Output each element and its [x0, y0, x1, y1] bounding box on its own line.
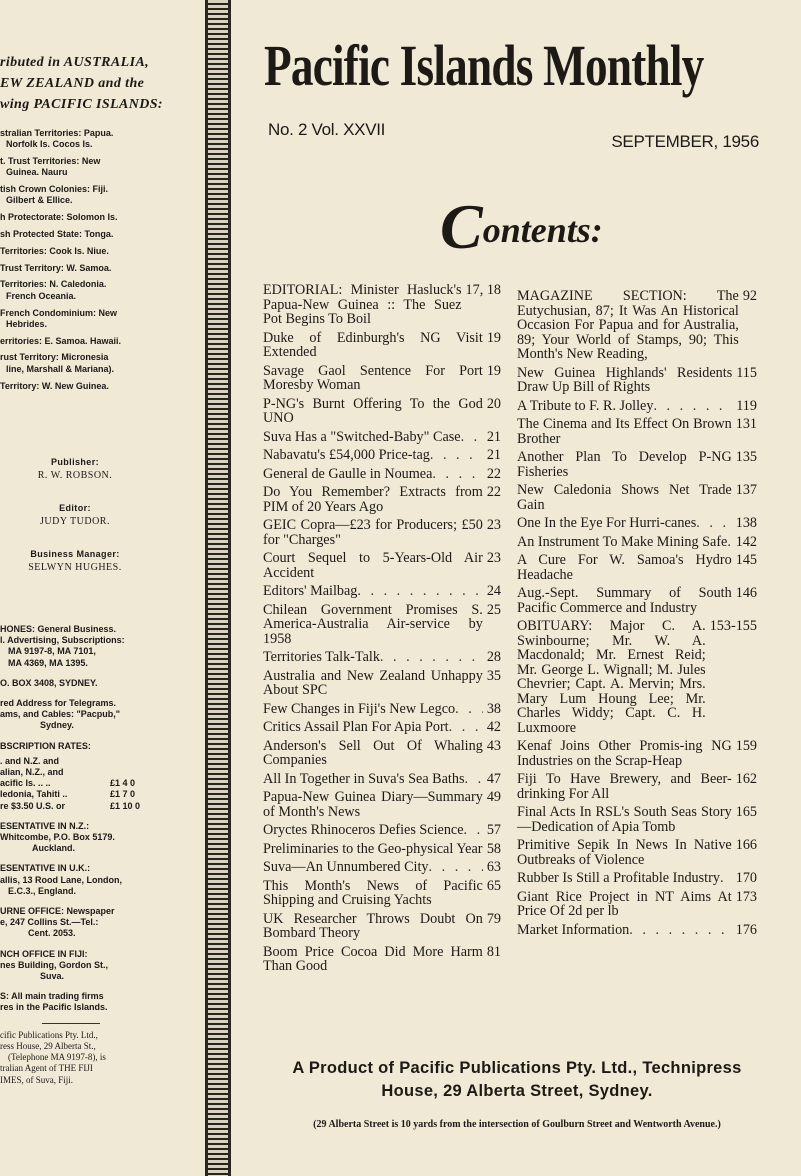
subscription-rates	[0, 741, 200, 812]
contents-entry-title: One In the Eye For Hurri-canes	[517, 515, 697, 531]
imprint-line: cific Publications Pty. Ltd.,	[0, 1029, 98, 1040]
distribution-line: wing PACIFIC ISLANDS:	[0, 97, 163, 112]
contents-entry-page: 35	[486, 667, 501, 684]
territory-line: rust Territory: Micronesia	[0, 352, 109, 363]
uk-rep-line: E.C.3., England.	[8, 885, 77, 896]
contents-entry-title: Duke of Edinburgh's NG Visit Extended	[263, 329, 483, 360]
leader-dots	[429, 860, 483, 875]
contents-entry-page: 23	[486, 550, 501, 566]
territories-list	[0, 128, 200, 397]
fiji-office	[0, 949, 200, 983]
territory-line: French Oceania.	[6, 290, 77, 301]
contents-entry	[517, 838, 757, 867]
territory-line: h Protectorate: Solomon Is.	[0, 212, 118, 223]
contents-entry	[517, 772, 757, 801]
imprint-line: tralian Agent of THE FIJI	[0, 1063, 93, 1074]
phones-line: l. Advertising, Subscriptions:	[0, 635, 125, 646]
rate-label: acific Is. .. ..	[0, 778, 51, 789]
contents-heading	[440, 190, 603, 264]
leader-dots	[357, 584, 482, 599]
phones-block	[0, 624, 200, 669]
territory-entry	[0, 156, 200, 179]
contents-entry	[517, 516, 757, 531]
rate-label: ledonia, Tahiti ..	[0, 789, 68, 800]
contents-entry-title: Giant Rice Project in NT Aims At Price Of 2d per lb	[517, 888, 732, 919]
contents-entry-title: General de Gaulle in Noumea	[263, 465, 433, 482]
contents-entry-page: 21	[486, 428, 501, 445]
territory-line: Norfolk Is. Cocos Is.	[6, 139, 93, 150]
phones-line: MA 9197-8, MA 7101,	[8, 646, 96, 657]
subscription-heading: BSCRIPTION RATES:	[0, 740, 91, 751]
territory-line: Guinea. Nauru	[6, 167, 68, 178]
telegrams-line: Sydney.	[40, 720, 74, 731]
territory-line: sh Protected State: Tonga.	[0, 229, 114, 240]
contents-entry-title: The Cinema and Its Effect On Brown Brother	[517, 416, 732, 447]
territory-entry	[0, 128, 200, 151]
contents-entry-title: P-NG's Burnt Offering To the God UNO	[263, 395, 483, 426]
contents-entry-title: All In Together in Suva's Sea Baths	[263, 770, 465, 787]
imprint-line: (Telephone MA 9197-8), is	[8, 1052, 106, 1063]
contents-entry-title: Kenaf Joins Other Promis-ing NG Industries on the Scrap-Heap	[517, 738, 732, 769]
issue-number: No. 2 Vol. XXVII	[268, 120, 386, 139]
contents-entry-title: OBITUARY: Major C. A. Swinbourne; Mr. W. A. Macdonald; Mr. Ernest Reid; Mr. George L. Wignall; M. Jules Chevrier; Capt. A. Mervin; Mrs. Mary Lum Houng Lee; Mr. Charles Widdy; Capt. C. H. Luxmoore	[517, 618, 706, 736]
contents-entry	[263, 702, 501, 717]
contents-entry	[263, 650, 501, 665]
phones-line: HONES: General Business.	[0, 624, 117, 634]
staff-name: JUDY TUDOR.	[40, 516, 110, 527]
contents-entry-page: 49	[486, 789, 501, 805]
staff-role: Business Manager:	[30, 549, 120, 559]
contents-entry	[263, 518, 501, 547]
contents-entry-title: UK Researcher Throws Doubt On Bombard Theory	[263, 910, 483, 941]
rate-row	[0, 756, 170, 767]
staff-role: Editor:	[59, 503, 91, 513]
contents-entry	[517, 289, 757, 362]
contents-entry-page: 65	[486, 877, 501, 894]
nz-rep-line: ESENTATIVE IN N.Z.:	[0, 820, 90, 831]
rate-row	[0, 767, 170, 778]
contents-entry-page: 115	[736, 364, 757, 381]
contents-entry-title: An Instrument To Make Mining Safe	[517, 533, 728, 550]
imprint-line: IMES, of Suva, Fiji.	[0, 1074, 74, 1085]
contact-info	[0, 624, 200, 1086]
contents-entry-page: 57	[486, 822, 501, 838]
contents-entry-page: 21	[486, 447, 501, 463]
contents-heading-cap: C	[440, 191, 483, 262]
rate-row	[0, 778, 170, 789]
contents-entry-title: A Tribute to F. R. Jolley	[517, 397, 654, 414]
contents-entry	[263, 790, 501, 819]
territory-line: Hebrides.	[6, 318, 48, 329]
leader-dots	[432, 467, 482, 482]
contents-entry-page: 17, 18	[465, 282, 501, 298]
contents-entry-title: Anderson's Sell Out Of Whaling Companies	[263, 737, 483, 768]
contents-entry	[263, 603, 501, 647]
contents-entry-page: 119	[736, 397, 757, 414]
leader-dots	[430, 448, 483, 463]
contents-entry-title: Oryctes Rhinoceros Defies Science	[263, 822, 464, 838]
contents-entry	[517, 805, 757, 834]
contents-entry-page: 162	[735, 771, 757, 787]
rate-label: alian, N.Z., and	[0, 767, 64, 778]
leader-dots	[464, 772, 482, 787]
contents-entry	[517, 450, 757, 479]
contents-entry	[263, 720, 501, 735]
contents-entry-page: 170	[735, 870, 757, 886]
territory-entry	[0, 246, 200, 257]
contents-entry	[263, 448, 501, 463]
territory-entry	[0, 184, 200, 207]
territory-line: line, Marshall & Mariana).	[6, 363, 115, 374]
contents-entry	[263, 669, 501, 698]
contents-entry	[263, 331, 501, 360]
leader-dots	[720, 871, 732, 886]
contents-entry-title: Do You Remember? Extracts from PIM of 20 Years Ago	[263, 484, 483, 515]
territory-line: Territories: Cook Is. Niue.	[0, 245, 109, 256]
staff-name: SELWYN HUGHES.	[28, 562, 122, 573]
contents-column-right	[517, 289, 757, 941]
contents-entry-title: Market Information	[517, 921, 630, 938]
contents-entry	[263, 551, 501, 580]
contents-entry-title: Primitive Sepik In News In Native Outbreaks of Violence	[517, 837, 732, 868]
contents-entry	[517, 535, 757, 550]
contents-entry	[517, 366, 757, 395]
nz-rep-line: Auckland.	[32, 843, 76, 854]
contents-entry-page: 25	[486, 601, 501, 618]
contents-entry-page: 135	[735, 449, 757, 465]
telegrams-block	[0, 698, 200, 732]
phones-line: MA 4369, MA 1395.	[8, 657, 88, 668]
contents-entry-page: 20	[486, 395, 501, 412]
uk-rep-line: allis, 13 Rood Lane, London,	[0, 874, 123, 885]
contents-entry-title: Another Plan To Develop P-NG Fisheries	[517, 449, 732, 480]
territory-entry	[0, 279, 200, 302]
territory-line: tish Crown Colonies: Fiji.	[0, 184, 108, 195]
contents-entry-title: Savage Gaol Sentence For Port Moresby Woman	[263, 362, 483, 393]
distribution-line: ributed in AUSTRALIA,	[0, 55, 150, 70]
contents-entry-title: Rubber Is Still a Profitable Industry	[517, 870, 720, 886]
contents-entry	[517, 890, 757, 919]
contents-entry-page: 22	[486, 484, 501, 500]
leader-dots	[696, 516, 731, 531]
nz-rep-line: Whitcombe, P.O. Box 5179.	[0, 832, 115, 843]
contents-entry-title: Australia and New Zealand Unhappy About SPC	[263, 667, 483, 698]
territory-line: erritories: E. Samoa. Hawaii.	[0, 335, 122, 346]
footer-line: A Product of Pacific Publications Pty. Ltd., Technipress	[292, 1059, 742, 1077]
contents-entry	[263, 584, 501, 599]
rate-value	[110, 767, 170, 778]
territory-entry	[0, 381, 200, 392]
contents-entry-page: 176	[735, 921, 757, 938]
contents-entry	[263, 283, 501, 327]
contents-entry-title: Preliminaries to the Geo-physical Year	[263, 840, 483, 857]
contents-entry	[263, 879, 501, 908]
contents-entry-page: 38	[486, 700, 501, 717]
rate-value: £1 10 0	[110, 800, 141, 811]
contents-entry	[517, 417, 757, 446]
contents-column-left	[263, 283, 501, 978]
contents-entry-page: 131	[735, 416, 757, 432]
contents-entry-page: 63	[486, 859, 501, 875]
contents-entry	[263, 912, 501, 941]
contents-entry-page: 153-155	[709, 618, 757, 634]
staff-name: R. W. ROBSON.	[37, 470, 113, 481]
contents-entry-page: 28	[486, 649, 501, 665]
contents-entry-page: 79	[486, 910, 501, 927]
contents-entry	[517, 871, 757, 886]
fiji-office-line: NCH OFFICE IN FIJI:	[0, 948, 88, 959]
contents-entry-title: Aug.-Sept. Summary of South Pacific Commerce and Industry	[517, 585, 732, 616]
contents-entry-title: Papua-New Guinea Diary—Summary of Month's News	[263, 789, 483, 820]
contents-entry-title: MAGAZINE SECTION: The Eutychusian, 87; It Was An Historical Occasion For Papua and for Australia, 89; Your World of Stamps, 90; This Month's New Reading,	[517, 288, 739, 362]
leader-dots	[380, 650, 483, 665]
contents-entry-page: 19	[486, 329, 501, 346]
contents-entry-page: 165	[735, 804, 757, 820]
contents-entry	[263, 772, 501, 787]
contents-entry-page: 19	[486, 362, 501, 379]
contents-entry	[263, 430, 501, 445]
leader-dots	[653, 399, 732, 414]
contents-entry	[517, 739, 757, 768]
leader-dots	[455, 702, 483, 717]
contents-entry-title: Court Sequel to 5-Years-Old Air Accident	[263, 550, 483, 581]
contents-entry-page: 145	[735, 552, 757, 568]
contents-entry-title: This Month's News of Pacific Shipping and Cruising Yachts	[263, 877, 483, 908]
contents-entry-page: 23	[486, 517, 501, 533]
contents-entry	[517, 923, 757, 938]
contents-entry-page: 42	[486, 719, 501, 735]
contents-entry-page: 137	[735, 482, 757, 498]
territory-entry	[0, 336, 200, 347]
rate-value: £1 7 0	[110, 789, 136, 800]
territory-line: Territory: W. New Guinea.	[0, 380, 109, 391]
contents-entry	[517, 483, 757, 512]
contents-entry-title: Chilean Government Promises S. America-Australia Air-service by 1958	[263, 601, 483, 647]
masthead-title: Pacific Islands Monthly	[264, 33, 704, 98]
melb-office-line: URNE OFFICE: Newspaper	[0, 906, 115, 917]
contents-entry-page: 159	[735, 738, 757, 754]
contents-entry-title: A Cure For W. Samoa's Hydro Headache	[517, 552, 732, 583]
contents-entry-page: 166	[735, 837, 757, 853]
divider	[42, 1023, 100, 1024]
contents-entry	[263, 467, 501, 482]
leader-dots	[449, 720, 483, 735]
contents-entry-title: EDITORIAL: Minister Hasluck's Papua-New Guinea :: The Suez Pot Begins To Boil	[263, 282, 462, 327]
rate-row	[0, 789, 170, 800]
address-note: (29 Alberta Street is 10 yards from the intersection of Goulburn Street and Wentworth Avenue.)	[313, 1119, 721, 1130]
staff-business-manager	[0, 548, 150, 575]
rate-value: £1 4 0	[110, 778, 136, 789]
contents-entry-title: Boom Price Cocoa Did More Harm Than Good	[263, 943, 483, 974]
contents-entry-page: 92	[742, 288, 757, 304]
contents-entry-title: Territories Talk-Talk	[263, 649, 380, 665]
territory-entry	[0, 352, 200, 375]
trading-line: res in the Pacific Islands.	[0, 1002, 108, 1013]
nz-representative	[0, 821, 200, 855]
staff-publisher	[0, 456, 150, 483]
contents-entry-title: Suva—An Unnumbered City	[263, 859, 429, 875]
contents-entry	[263, 364, 501, 393]
contents-entry	[263, 860, 501, 875]
contents-entry-page: 47	[486, 770, 501, 787]
territory-entry	[0, 308, 200, 331]
rate-value	[110, 756, 170, 767]
contents-entry-title: New Guinea Highlands' Residents Draw Up Bill of Rights	[517, 364, 733, 395]
contents-entry-title: New Caledonia Shows Net Trade Gain	[517, 482, 732, 513]
left-info-column	[0, 0, 200, 1176]
contents-entry-title: Nabavatu's £54,000 Price-tag	[263, 447, 430, 463]
contents-entry-page: 173	[735, 888, 757, 905]
trading-line: S: All main trading firms	[0, 991, 104, 1002]
contents-entry-title: Critics Assail Plan For Apia Port	[263, 719, 449, 735]
contents-entry-page: 22	[486, 465, 501, 482]
contents-entry-title: Few Changes in Fiji's New Legco	[263, 700, 456, 717]
contents-entry-title: Final Acts In RSL's South Seas Story—Dedication of Apia Tomb	[517, 804, 732, 835]
uk-representative	[0, 863, 200, 897]
staff-role: Publisher:	[50, 457, 99, 467]
issue-date: SEPTEMBER, 1956	[611, 132, 759, 151]
contents-entry-title: GEIC Copra—£23 for Producers; £50 for "Charges"	[263, 517, 483, 548]
contents-entry	[263, 485, 501, 514]
rate-label: . and N.Z. and	[0, 755, 60, 766]
territory-line: stralian Territories: Papua.	[0, 128, 114, 138]
leader-dots	[461, 430, 483, 445]
contents-entry-title: Editors' Mailbag	[263, 583, 358, 599]
decorative-vertical-rule	[205, 0, 231, 1176]
contents-entry	[263, 397, 501, 426]
contents-entry-title: Fiji To Have Brewery, and Beer-drinking For All	[517, 771, 732, 802]
imprint	[0, 1030, 200, 1086]
staff-editor	[0, 502, 150, 529]
territory-line: French Condominium: New	[0, 307, 117, 318]
telegrams-line: red Address for Telegrams.	[0, 698, 117, 709]
territory-entry	[0, 263, 200, 274]
contents-entry-page: 58	[486, 840, 501, 857]
contents-entry-page: 146	[735, 585, 757, 601]
contents-entry-page: 138	[735, 515, 757, 531]
staff-list	[0, 456, 200, 594]
contents-entry	[517, 553, 757, 582]
territory-line: t. Trust Territories: New	[0, 156, 101, 167]
imprint-line: ress House, 29 Alberta St.,	[0, 1040, 96, 1051]
fiji-office-line: nes Building, Gordon St.,	[0, 959, 108, 970]
contents-entry	[263, 823, 501, 838]
fiji-office-line: Suva.	[40, 971, 65, 982]
melb-office-line: e, 247 Collins St.—Tel.:	[0, 917, 99, 928]
contents-entry-page: 81	[486, 943, 501, 960]
contents-entry	[263, 739, 501, 768]
leader-dots	[629, 923, 731, 938]
publisher-footer	[257, 1057, 777, 1103]
trading-firms-note	[0, 991, 200, 1013]
rate-label: re $3.50 U.S. or	[0, 800, 66, 811]
melb-office-line: Cent. 2053.	[28, 928, 76, 939]
rate-row	[0, 801, 170, 812]
territory-entry	[0, 229, 200, 240]
contents-entry	[517, 399, 757, 414]
territory-entry	[0, 212, 200, 223]
contents-entry	[517, 619, 757, 735]
po-box: O. BOX 3408, SYDNEY.	[0, 677, 98, 688]
contents-entry-page: 43	[486, 737, 501, 754]
contents-entry	[263, 842, 501, 857]
contents-entry-page: 142	[735, 533, 757, 550]
uk-rep-line: ESENTATIVE IN U.K.:	[0, 863, 91, 874]
contents-entry	[517, 586, 757, 615]
distribution-line: EW ZEALAND and the	[0, 76, 145, 91]
footer-line: House, 29 Alberta Street, Sydney.	[381, 1082, 653, 1100]
contents-heading-rest: ontents:	[482, 210, 603, 250]
leader-dots	[464, 823, 483, 838]
telegrams-line: ams, and Cables: "Pacpub,"	[0, 709, 121, 720]
territory-line: Territories: N. Caledonia.	[0, 279, 107, 290]
distribution-note	[0, 52, 200, 115]
territory-line: Gilbert & Ellice.	[6, 195, 73, 206]
contents-entry-title: Suva Has a "Switched-Baby" Case	[263, 428, 461, 445]
melbourne-office	[0, 906, 200, 940]
contents-entry-page: 24	[486, 583, 501, 599]
contents-entry	[263, 945, 501, 974]
territory-line: Trust Territory: W. Samoa.	[0, 262, 112, 273]
